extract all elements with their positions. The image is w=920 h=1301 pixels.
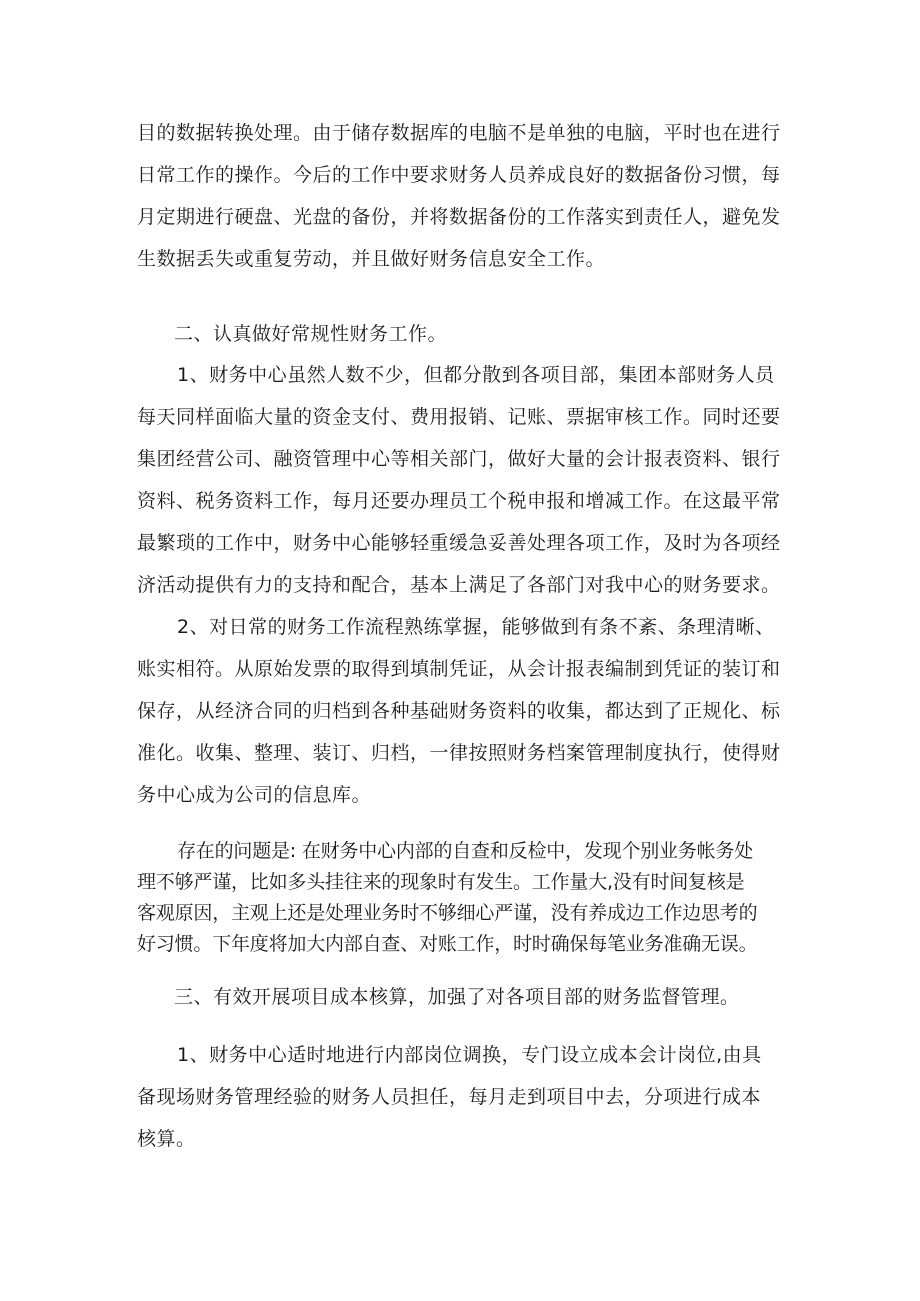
text-line: 目的数据转换处理。由于储存数据库的电脑不是单独的电脑，平时也在进行	[137, 122, 781, 144]
text-line: 资料、税务资料工作，每月还要办理员工个税申报和增减工作。在这最平常	[137, 490, 781, 512]
text-line: 生数据丢失或重复劳动，并且做好财务信息安全工作。	[137, 248, 606, 270]
text-line: 账实相符。从原始发票的取得到填制凭证，从会计报表编制到凭证的装订和	[137, 658, 781, 680]
heading-text: 三、有效开展项目成本核算，加强了对各项目部的财务监督管理。	[174, 986, 740, 1008]
section-heading-3	[137, 976, 797, 1018]
section-heading-2	[137, 313, 797, 355]
text-line: 济活动提供有力的支持和配合，基本上满足了各部门对我中心的财务要求。	[137, 574, 781, 596]
text-line: 理不够严谨，比如多头挂往来的现象时有发生。工作量大,没有时间复核是	[137, 871, 745, 893]
text-line: 2、对日常的财务工作流程熟练掌握，能够做到有条不紊、条理清晰、	[177, 616, 775, 638]
text-line: 最繁琐的工作中，财务中心能够轻重缓急妥善处理各项工作，及时为各项经	[137, 532, 781, 554]
text-line: 准化。收集、整理、装订、归档，一律按照财务档案管理制度执行，使得财	[137, 742, 781, 764]
text-line: 日常工作的操作。今后的工作中要求财务人员养成良好的数据备份习惯，每	[137, 164, 781, 186]
text-line: 月定期进行硬盘、光盘的备份，并将数据备份的工作落实到责任人，避免发	[137, 206, 781, 228]
paragraph-data-backup	[137, 112, 797, 280]
text-line: 客观原因，主观上还是处理业务时不够细心严谨，没有养成边工作边思考的	[137, 902, 758, 924]
text-line: 1、财务中心虽然人数不少，但都分散到各项目部，集团本部财务人员	[177, 364, 775, 386]
paragraph-issues	[137, 836, 797, 960]
text-line: 保存，从经济合同的归档到各种基础财务资料的收集，都达到了正规化、标	[137, 700, 781, 722]
heading-text: 二、认真做好常规性财务工作。	[174, 323, 448, 345]
text-line: 备现场财务管理经验的财务人员担任，每月走到项目中去，分项进行成本	[137, 1086, 762, 1108]
text-line: 核算。	[137, 1128, 196, 1150]
text-line: 每天同样面临大量的资金支付、费用报销、记账、票据审核工作。同时还要	[137, 406, 781, 428]
paragraph-routine-work	[137, 354, 797, 606]
text-line: 1、财务中心适时地进行内部岗位调换，专门设立成本会计岗位,由具	[177, 1044, 762, 1066]
text-line: 好习惯。下年度将加大内部自查、对账工作，时时确保每笔业务准确无误。	[137, 933, 758, 955]
paragraph-cost-accounting	[137, 1034, 797, 1160]
paragraph-workflow	[137, 606, 797, 816]
text-line: 集团经营公司、融资管理中心等相关部门，做好大量的会计报表资料、银行	[137, 448, 781, 470]
text-line: 存在的问题是: 在财务中心内部的自查和反检中，发现个别业务帐务处	[177, 840, 754, 862]
text-line: 务中心成为公司的信息库。	[137, 784, 372, 806]
